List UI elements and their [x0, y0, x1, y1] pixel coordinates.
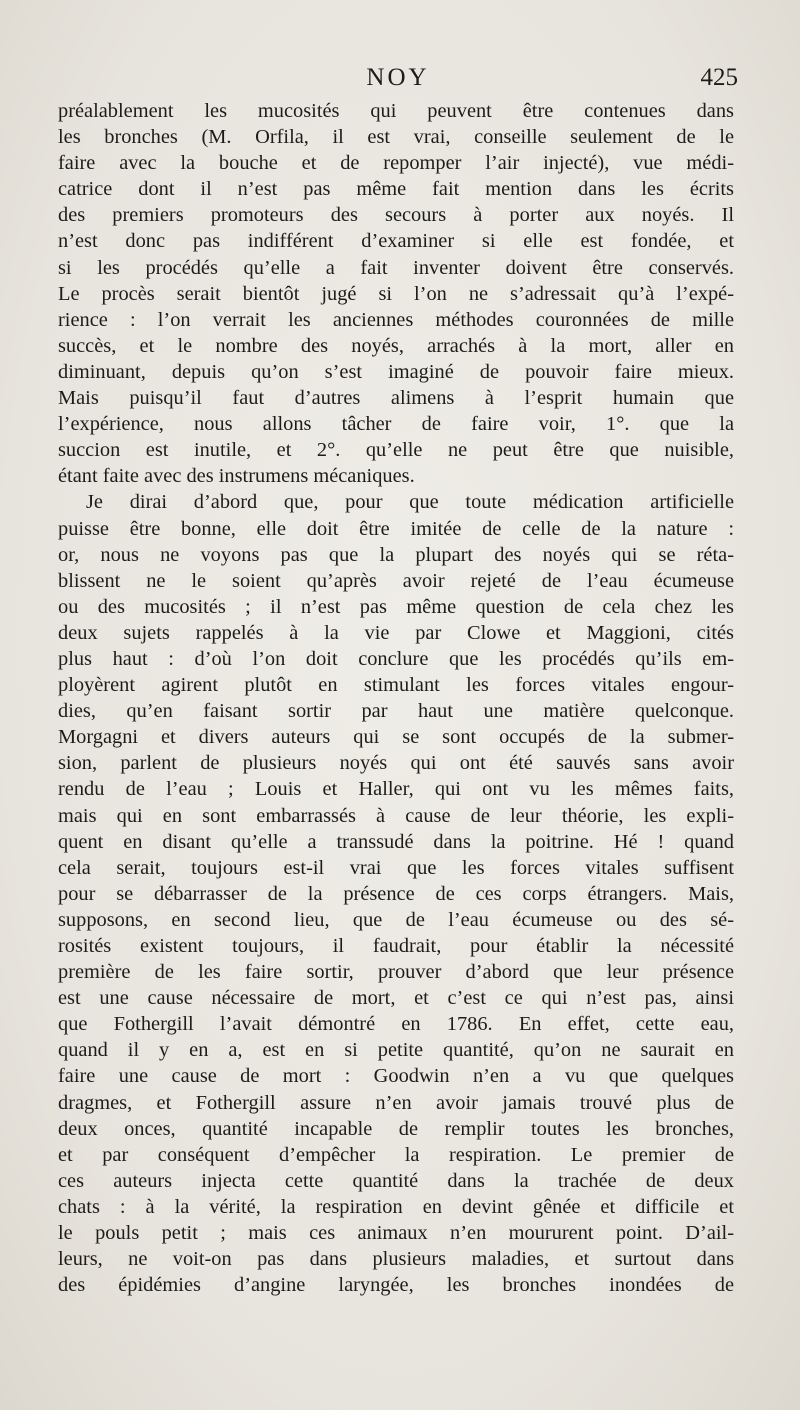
text-line: ou des mucosités ; il n’est pas même question de cela chez les	[58, 595, 734, 618]
text-line: le pouls petit ; mais ces animaux n’en moururent point. D’ail-	[58, 1222, 734, 1245]
text-line: faire avec la bouche et de repomper l’air injecté), vue médi-	[58, 152, 734, 175]
text-line: quand il y en a, est en si petite quantité, qu’on ne saurait en	[58, 1039, 734, 1062]
text-line: l’expérience, nous allons tâcher de faire voir, 1°. que la	[58, 413, 734, 436]
text-line: diminuant, depuis qu’on s’est imaginé de pouvoir faire mieux.	[58, 360, 734, 383]
text-line: puisse être bonne, elle doit être imitée de celle de la nature :	[58, 517, 734, 540]
page-number: 425	[700, 64, 738, 91]
text-line: dragmes, et Fothergill assure n’en avoir jamais trouvé plus de	[58, 1091, 734, 1114]
text-line: rendu de l’eau ; Louis et Haller, qui ont vu les mêmes faits,	[58, 778, 734, 801]
text-line: supposons, en second lieu, que de l’eau écumeuse ou des sé-	[58, 908, 734, 931]
text-line: ces auteurs injecta cette quantité dans la trachée de deux	[58, 1169, 734, 1192]
text-line: succès, et le nombre des noyés, arrachés à la mort, aller en	[58, 334, 734, 357]
text-line: étant faite avec des instrumens mécaniques.	[58, 465, 415, 488]
text-line: que Fothergill l’avait démontré en 1786. En effet, cette eau,	[58, 1013, 734, 1036]
text-line: leurs, ne voit-on pas dans plusieurs maladies, et surtout dans	[58, 1248, 734, 1271]
text-line: pour se débarrasser de la présence de ces corps étrangers. Mais,	[58, 882, 734, 905]
running-head	[58, 64, 738, 98]
text-line: mais qui en sont embarrassés à cause de leur théorie, les expli-	[58, 804, 734, 827]
page-title: NOY	[366, 64, 430, 91]
text-line: blissent ne le soient qu’après avoir rejeté de l’eau écumeuse	[58, 569, 734, 592]
text-line: quent en disant qu’elle a transsudé dans la poitrine. Hé ! quand	[58, 830, 734, 853]
text-line: si les procédés qu’elle a fait inventer doivent être conservés.	[58, 256, 734, 279]
text-line: et par conséquent d’empêcher la respiration. Le premier de	[58, 1143, 734, 1166]
text-line: Morgagni et divers auteurs qui se sont occupés de la submer-	[58, 726, 734, 749]
text-line: rience : l’on verrait les anciennes méthodes couronnées de mille	[58, 308, 734, 331]
text-line: faire une cause de mort : Goodwin n’en a vu que quelques	[58, 1065, 734, 1088]
text-line: dies, qu’en faisant sortir par haut une matière quelconque.	[58, 700, 734, 723]
text-line: n’est donc pas indifférent d’examiner si elle est fondée, et	[58, 230, 734, 253]
text-line: des premiers promoteurs des secours à porter aux noyés. Il	[58, 204, 734, 227]
text-line: est une cause nécessaire de mort, et c’est ce qui n’est pas, ainsi	[58, 987, 734, 1010]
text-line: préalablement les mucosités qui peuvent être contenues dans	[58, 100, 734, 122]
text-line: plus haut : d’où l’on doit conclure que les procédés qu’ils em-	[58, 647, 734, 670]
text-line: des épidémies d’angine laryngée, les bronches inondées de	[58, 1274, 734, 1297]
text-line: Mais puisqu’il faut d’autres alimens à l’esprit humain que	[58, 387, 734, 410]
text-line: première de les faire sortir, prouver d’abord que leur présence	[58, 961, 734, 984]
body-text	[58, 98, 734, 1298]
text-line: catrice dont il n’est pas même fait mention dans les écrits	[58, 178, 734, 201]
text-line: deux onces, quantité incapable de remplir toutes les bronches,	[58, 1117, 734, 1140]
text-line: succion est inutile, et 2°. qu’elle ne peut être que nuisible,	[58, 439, 734, 462]
text-line: cela serait, toujours est-il vrai que les forces vitales suffisent	[58, 856, 734, 879]
text-line: sion, parlent de plusieurs noyés qui ont été sauvés sans avoir	[58, 752, 734, 775]
text-line: ployèrent agirent plutôt en stimulant les forces vitales engour-	[58, 674, 734, 697]
text-line: Le procès serait bientôt jugé si l’on ne s’adressait qu’à l’expé-	[58, 282, 734, 305]
text-line: les bronches (M. Orfila, il est vrai, conseille seulement de le	[58, 126, 734, 149]
text-line: chats : à la vérité, la respiration en devint gênée et difficile et	[58, 1195, 734, 1218]
text-line: or, nous ne voyons pas que la plupart des noyés qui se réta-	[58, 543, 734, 566]
text-line: deux sujets rappelés à la vie par Clowe et Maggioni, cités	[58, 621, 734, 644]
text-line: rosités existent toujours, il faudrait, pour établir la nécessité	[58, 935, 734, 957]
text-line: Je dirai d’abord que, pour que toute médication artificielle	[86, 491, 734, 514]
